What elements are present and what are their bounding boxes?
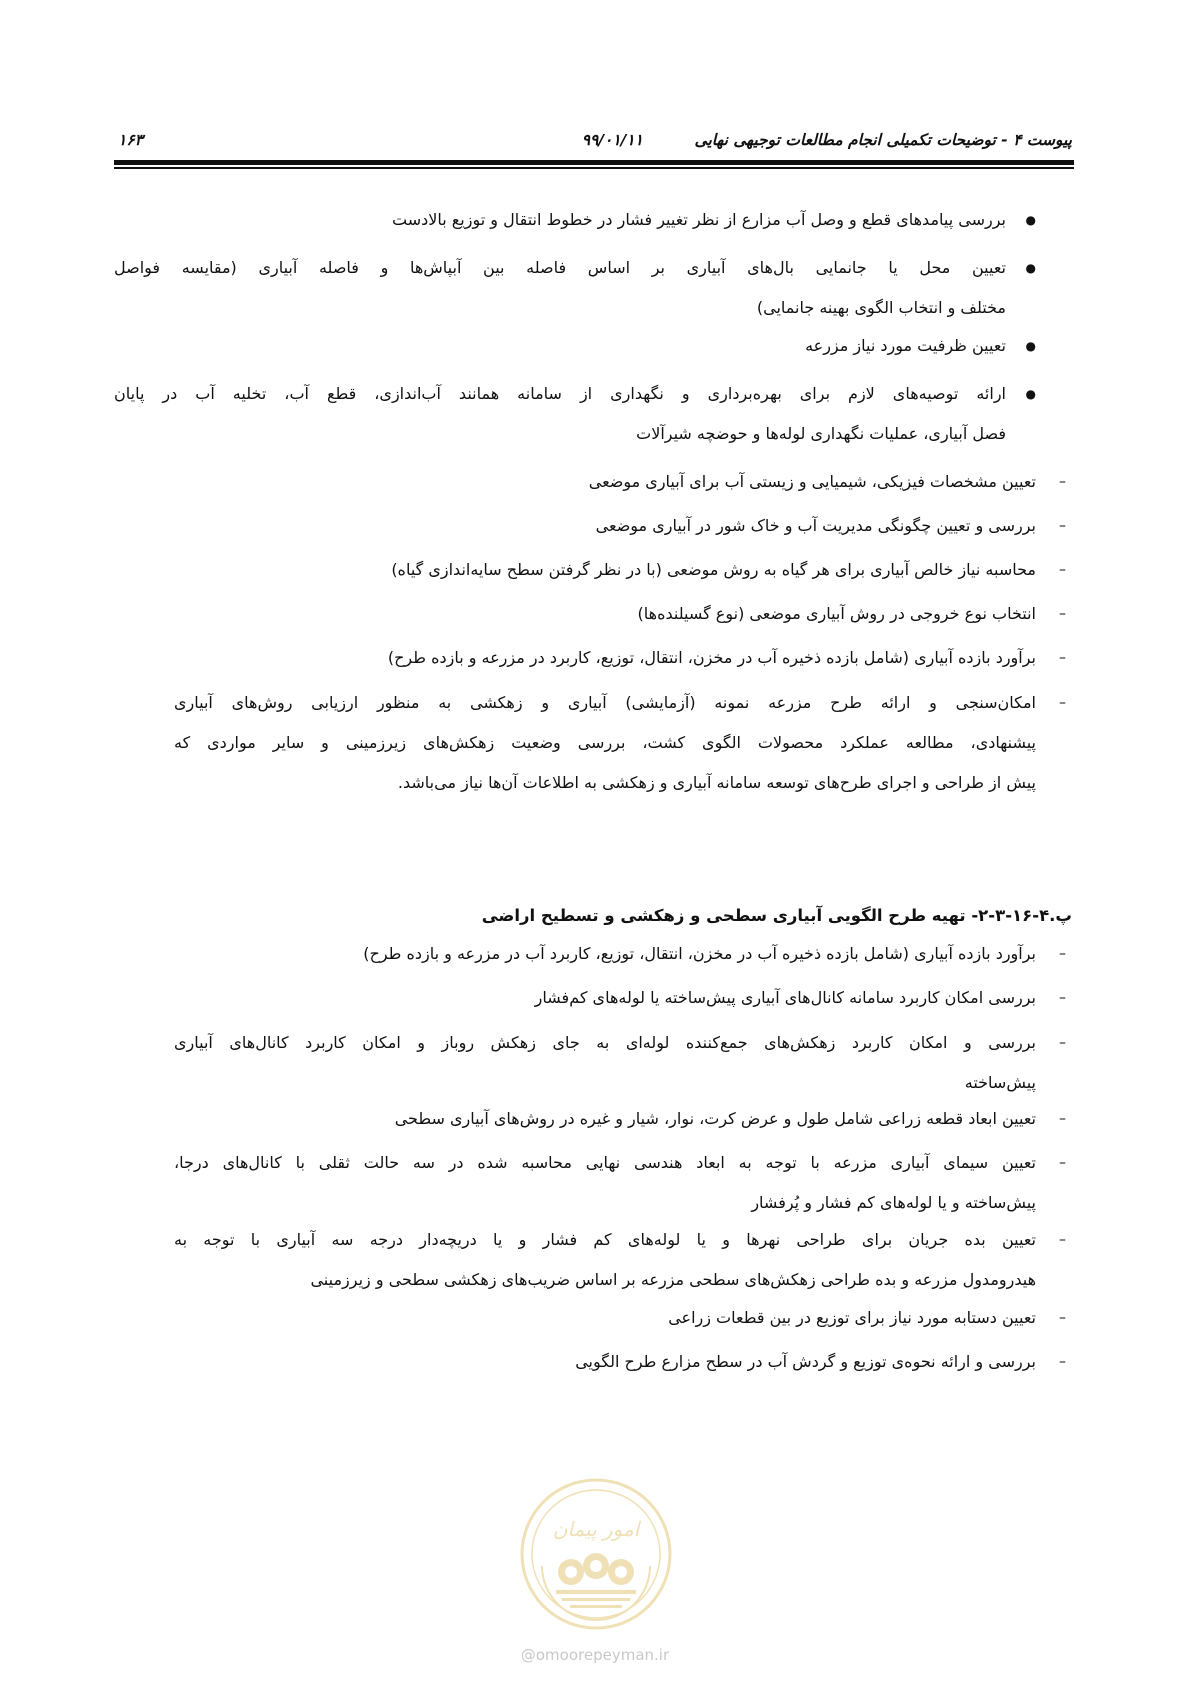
- header-rule-thin: [114, 167, 1074, 169]
- dash-item: [174, 934, 1066, 974]
- dash-item: [174, 1143, 1066, 1223]
- dash-item: [174, 1220, 1066, 1300]
- dash-item: [174, 550, 1066, 590]
- text-line: پیش از طراحی و اجرای طرح‌های توسعه سامانه آبیاری و زهکشی به اطلاعات آن‌ها نیاز می‌باشد.: [397, 773, 1036, 792]
- dash-marker: –: [1059, 1354, 1066, 1370]
- text-line: بررسی امکان کاربرد سامانه کانال‌های آبیاری پیش‌ساخته یا لوله‌های کم‌فشار: [534, 988, 1036, 1007]
- text-line: امکان‌سنجی و ارائه طرح مزرعه نمونه (آزمایشی) آبیاری و زهکشی به منظور ارزیابی روش‌های آبیاری: [174, 693, 1036, 712]
- dash-marker: –: [1059, 1232, 1066, 1248]
- watermark-url: @omoorepeyman.ir: [520, 1646, 670, 1664]
- text-line: ارائه توصیه‌های لازم برای بهره‌برداری و نگهداری از سامانه همانند آب‌اندازی، قطع آب، تخلیه آب در پایان: [114, 384, 1006, 403]
- text-line: پیش‌ساخته: [964, 1073, 1036, 1092]
- text-line: تعیین مشخصات فیزیکی، شیمیایی و زیستی آب برای آبیاری موضعی: [588, 472, 1036, 491]
- text-line: تعیین ابعاد قطعه زراعی شامل طول و عرض کرت، نوار، شیار و غیره در روش‌های آبیاری سطحی: [394, 1109, 1036, 1128]
- dash-item: [174, 1298, 1066, 1338]
- dash-marker: –: [1059, 1310, 1066, 1326]
- page-number: ۱۶۳: [118, 131, 143, 149]
- header-rule-thick: [114, 160, 1074, 165]
- bullet-marker: ●: [1025, 387, 1036, 401]
- bullet-marker: ●: [1025, 213, 1036, 227]
- text-line: هیدرومدول مزرعه و بده طراحی زهکش‌های سطحی مزرعه بر اساس ضریب‌های زهکشی سطحی و زیرزمینی: [310, 1270, 1036, 1289]
- text-line: پیشنهادی، مطالعه عملکرد محصولات الگوی کشت، بررسی وضعیت زهکش‌های زیرزمینی و سایر مواردی که: [174, 733, 1036, 752]
- bullet-item: [114, 374, 1036, 454]
- text-line: تعیین ظرفیت مورد نیاز مزرعه: [805, 336, 1006, 355]
- dash-marker: –: [1059, 946, 1066, 962]
- dash-item: [174, 506, 1066, 546]
- bullet-item: [114, 326, 1036, 366]
- svg-text:امور پیمان: امور پیمان: [552, 1517, 640, 1541]
- text-line: تعیین دستابه مورد نیاز برای توزیع در بین قطعات زراعی: [668, 1308, 1036, 1327]
- text-line: برآورد بازده آبیاری (شامل بازده ذخیره آب در مخزن، انتقال، توزیع، کاربرد در مزرعه و بازده طرح): [387, 648, 1036, 667]
- dash-marker: –: [1059, 562, 1066, 578]
- watermark-seal: [516, 1474, 676, 1634]
- dash-marker: –: [1059, 1111, 1066, 1127]
- bullet-item: [114, 200, 1036, 240]
- text-line: مختلف و انتخاب الگوی بهینه جانمایی): [756, 298, 1006, 317]
- dash-marker: –: [1059, 990, 1066, 1006]
- text-line: بررسی و ارائه نحوه‌ی توزیع و گردش آب در سطح مزارع طرح الگویی: [575, 1352, 1036, 1371]
- section-heading: پ.۴-۱۶-۳-۲- تهیه طرح الگویی آبیاری سطحی و زهکشی و تسطیح اراضی: [481, 906, 1072, 925]
- text-line: تعیین سیمای آبیاری مزرعه با توجه به ابعاد هندسی نهایی محاسبه شده در سه حالت ثقلی با کانال‌های درجا،: [174, 1153, 1036, 1172]
- dash-item: [174, 594, 1066, 634]
- text-line: فصل آبیاری، عملیات نگهداری لوله‌ها و حوضچه شیرآلات: [636, 424, 1006, 443]
- text-line: تعیین بده جریان برای طراحی نهرها و یا لوله‌های کم فشار و یا دریچه‌دار درجه سه آبیاری با توجه به: [174, 1230, 1036, 1249]
- dash-item: [174, 638, 1066, 678]
- dash-item: [174, 1099, 1066, 1139]
- dash-marker: –: [1059, 650, 1066, 666]
- bullet-item: [114, 248, 1036, 328]
- text-line: برآورد بازده آبیاری (شامل بازده ذخیره آب در مخزن، انتقال، توزیع، کاربرد آب در مزرعه و بازده طرح): [363, 944, 1036, 963]
- bullet-marker: ●: [1025, 339, 1036, 353]
- dash-marker: –: [1059, 695, 1066, 711]
- dash-item: [174, 978, 1066, 1018]
- dash-marker: –: [1059, 606, 1066, 622]
- text-line: بررسی پیامدهای قطع و وصل آب مزارع از نظر تغییر فشار در خطوط انتقال و توزیع بالادست: [392, 210, 1006, 229]
- text-line: پیش‌ساخته و یا لوله‌های کم فشار و پُرفشار: [751, 1193, 1036, 1212]
- text-line: بررسی و تعیین چگونگی مدیریت آب و خاک شور در آبیاری موضعی: [595, 516, 1036, 535]
- dash-item: [174, 1023, 1066, 1103]
- dash-marker: –: [1059, 1155, 1066, 1171]
- dash-marker: –: [1059, 518, 1066, 534]
- header-date: ۹۹/۰۱/۱۱: [581, 131, 643, 149]
- dash-item: [174, 462, 1066, 502]
- dash-marker: –: [1059, 1035, 1066, 1051]
- header-title: پیوست ۴ - توضیحات تکمیلی انجام مطالعات توجیهی نهایی: [694, 131, 1072, 149]
- text-line: انتخاب نوع خروجی در روش آبیاری موضعی (نوع گسیلنده‌ها): [637, 604, 1036, 623]
- dash-marker: –: [1059, 474, 1066, 490]
- text-line: محاسبه نیاز خالص آبیاری برای هر گیاه به روش موضعی (با در نظر گرفتن سطح سایه‌اندازی گیاه): [391, 560, 1036, 579]
- bullet-marker: ●: [1025, 261, 1036, 275]
- dash-item: [174, 683, 1066, 803]
- dash-item: [174, 1342, 1066, 1382]
- text-line: تعیین محل یا جانمایی بال‌های آبیاری بر اساس فاصله بین آبپاش‌ها و فاصله آبیاری (مقایسه فواصل: [114, 258, 1006, 277]
- text-line: بررسی و امکان کاربرد زهکش‌های جمع‌کننده لوله‌ای به جای زهکش روباز و امکان کاربرد کانال‌های آبیاری: [174, 1033, 1036, 1052]
